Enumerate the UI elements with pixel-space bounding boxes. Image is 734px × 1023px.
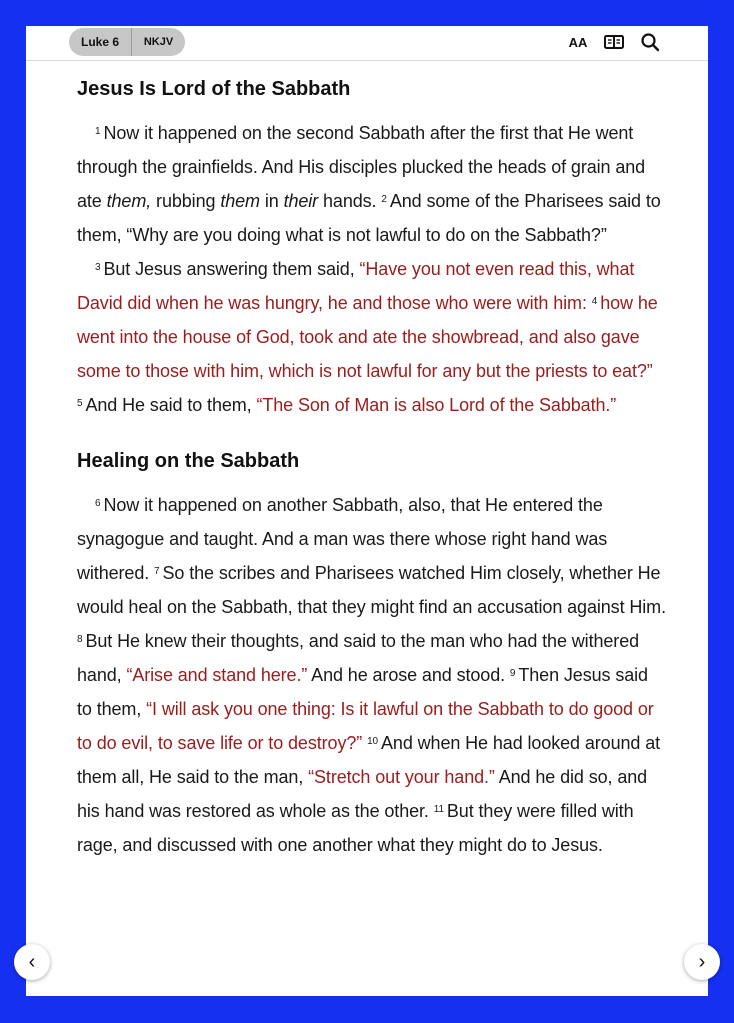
verse-number: 7: [154, 565, 160, 577]
verse-text: And when He had looked around at them all, He said to the man,: [77, 733, 661, 787]
words-of-christ: “Arise and stand here.”: [126, 665, 308, 685]
verse-number: 2: [381, 193, 387, 205]
verse-text: But they were filled with rage, and discussed with one another what they might do to Jesus.: [77, 801, 634, 855]
verse-number: 3: [95, 261, 101, 273]
words-of-christ: “The Son of Man is also Lord of the Sabbath.”: [256, 395, 617, 415]
verse-text: hands.: [318, 191, 382, 211]
section-heading: Healing on the Sabbath: [77, 450, 300, 472]
words-of-christ: “Stretch out your hand.”: [308, 767, 495, 787]
next-chapter-button[interactable]: ›: [684, 944, 720, 980]
verse-number: 10: [367, 735, 378, 747]
words-of-christ: how he went into the house of God, took and ate the showbread, and also gave some to those with him, which is not lawful for any but the priests to eat?”: [77, 293, 658, 381]
verse-text: And he did so, and his hand was restored as whole as the other.: [77, 767, 648, 821]
verse-text: rubbing: [151, 191, 221, 211]
book-chapter-button[interactable]: Luke 6: [69, 28, 132, 56]
toolbar: [26, 26, 708, 61]
chapter-text: [77, 60, 667, 862]
verse-number: 4: [591, 295, 598, 307]
reader-window: [26, 26, 708, 996]
verse-number: 8: [77, 633, 83, 645]
version-button[interactable]: NKJV: [143, 36, 174, 48]
text-size-icon[interactable]: AA: [568, 34, 588, 50]
verse-text: in: [259, 191, 284, 211]
search-icon[interactable]: [638, 31, 662, 53]
verse-text: But He knew their thoughts, and said to the man who had the withered hand,: [77, 631, 640, 685]
verse-text: And some of the Pharisees said to them, “Why are you doing what is not lawful to do on the Sabbath?”: [77, 191, 661, 245]
paragraph: [77, 116, 667, 252]
verse-text: And he arose and stood.: [307, 665, 510, 685]
verse-text: And He said to them,: [85, 395, 257, 415]
verse-text: So the scribes and Pharisees watched Him closely, whether He would heal on the Sabbath, that they might find an accusation against Him.: [77, 563, 666, 617]
book-icon[interactable]: [602, 31, 626, 53]
verse-text: But Jesus answering them said,: [103, 259, 360, 279]
verse-number: 11: [433, 803, 444, 815]
words-of-christ: “I will ask you one thing: Is it lawful on the Sabbath to do good or to do evil, to save life or to destroy?”: [77, 699, 654, 753]
italic-text: them,: [106, 191, 152, 211]
verse-number: 6: [95, 497, 101, 509]
paragraph: [77, 252, 667, 422]
words-of-christ: “Have you not even read this, what David did when he was hungry, he and those who were with him:: [77, 259, 635, 313]
verse-number: 9: [509, 667, 516, 679]
italic-text: their: [283, 191, 319, 211]
italic-text: them: [220, 191, 260, 211]
verse-text: Now it happened on the second Sabbath after the first that He went through the grainfields. And His disciples plucked the heads of grain and ate: [77, 123, 646, 211]
verse-number: 1: [95, 125, 101, 137]
verse-number: 5: [77, 397, 83, 409]
verse-text: Then Jesus said to them,: [77, 665, 648, 719]
verse-text: Now it happened on another Sabbath, also, that He entered the synagogue and taught. And a man was there whose right hand was withered.: [77, 495, 608, 583]
paragraph: [77, 488, 667, 862]
section-heading: Jesus Is Lord of the Sabbath: [77, 78, 351, 100]
previous-chapter-button[interactable]: ‹: [14, 944, 50, 980]
passage-selector: [69, 28, 185, 56]
